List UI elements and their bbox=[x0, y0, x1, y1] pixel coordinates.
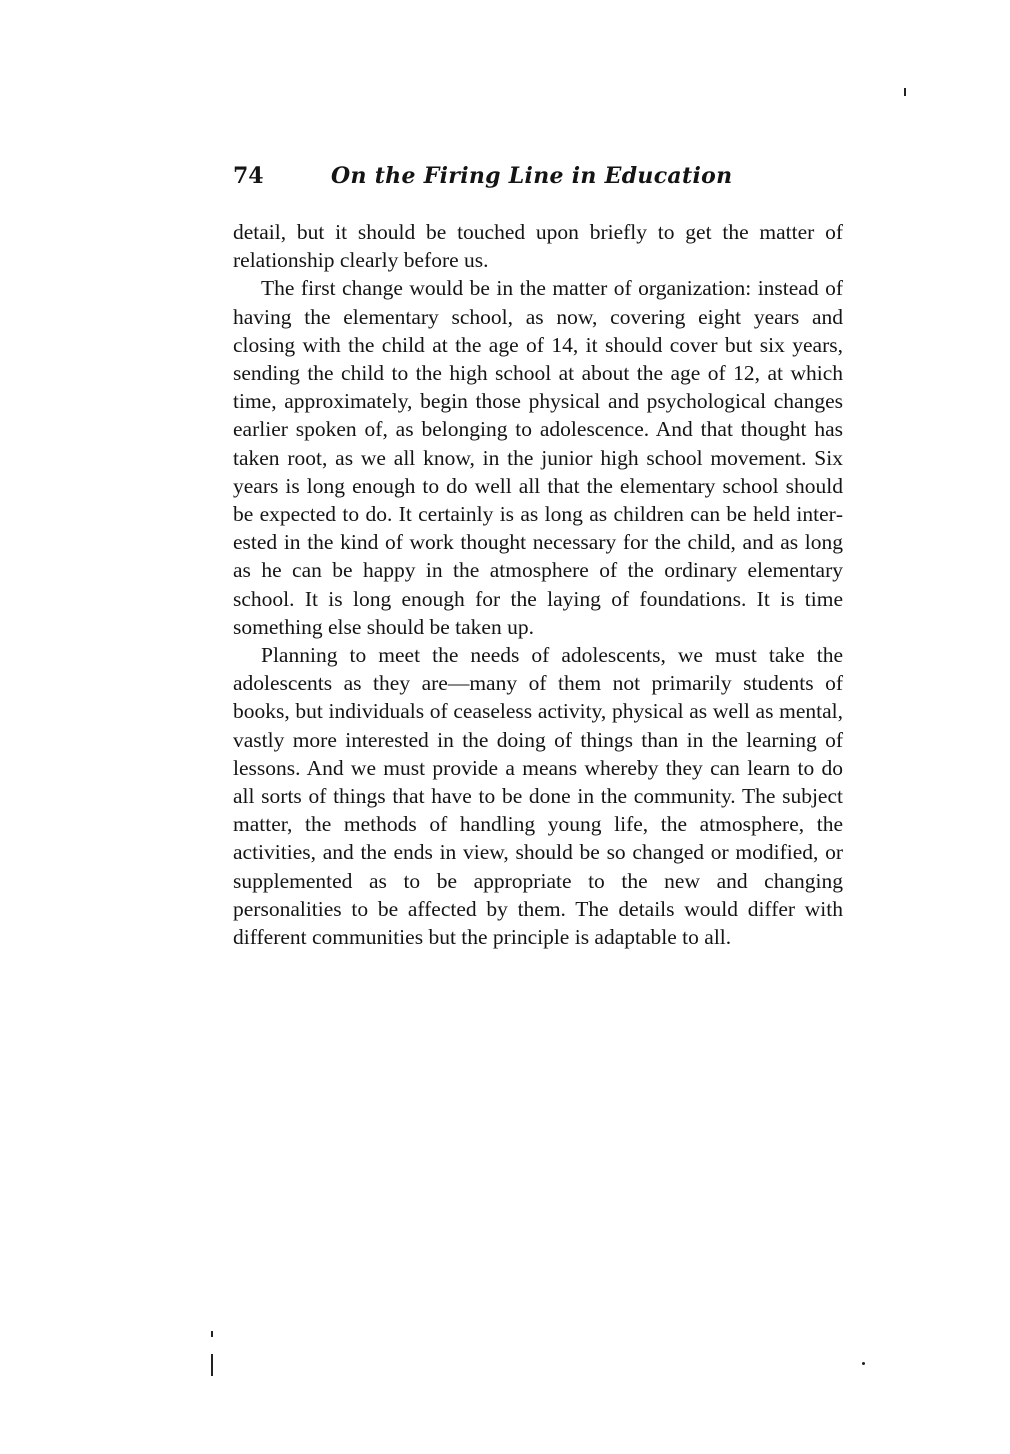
body-text bbox=[233, 218, 843, 951]
scan-speck bbox=[211, 1354, 213, 1376]
paragraph: The first change would be in the matter of organization: instead of having the elementary school, as now, covering eight years and closing with the child at the age of 14, it should cover but six years, sending the child to the high school at about the age of 12, at which time, approximately, begin those physical and psychological changes earlier spoken of, as belonging to adolescence. And that thought has taken root, as we all know, in the junior high school movement. Six years is long enough to do well all that the elementary school should be expected to do. It certainly is as long as children can be held interested in the kind of work thought necessary for the child, and as long as he can be happy in the atmosphere of the ordinary elementary school. It is long enough for the laying of foundations. It is time something else should be taken up. bbox=[233, 276, 843, 639]
scan-speck bbox=[904, 88, 906, 96]
scan-speck bbox=[862, 1362, 865, 1365]
page-header bbox=[233, 158, 843, 194]
running-title: On the Firing Line in Education bbox=[331, 163, 733, 189]
page-number: 74 bbox=[233, 163, 264, 189]
paragraph: Planning to meet the needs of adolescents, we must take the adolescents as they are—many of them not primarily students of books, but individuals of ceaseless activity, physical as well as mental, vastly more interested in the doing of things than in the learning of lessons. And we must provide a means whereby they can learn to do all sorts of things that have to be done in the community. The subject matter, the methods of handling young life, the atmosphere, the activities, and the ends in view, should be so changed or modified, or supplemented as to be appropriate to the new and changing personalities to be affected by them. The details would differ with different communities but the principle is adaptable to all. bbox=[233, 643, 843, 950]
scan-speck bbox=[211, 1331, 213, 1337]
paragraph-continued: detail, but it should be touched upon briefly to get the matter of relationship clearly before us. bbox=[233, 220, 843, 273]
